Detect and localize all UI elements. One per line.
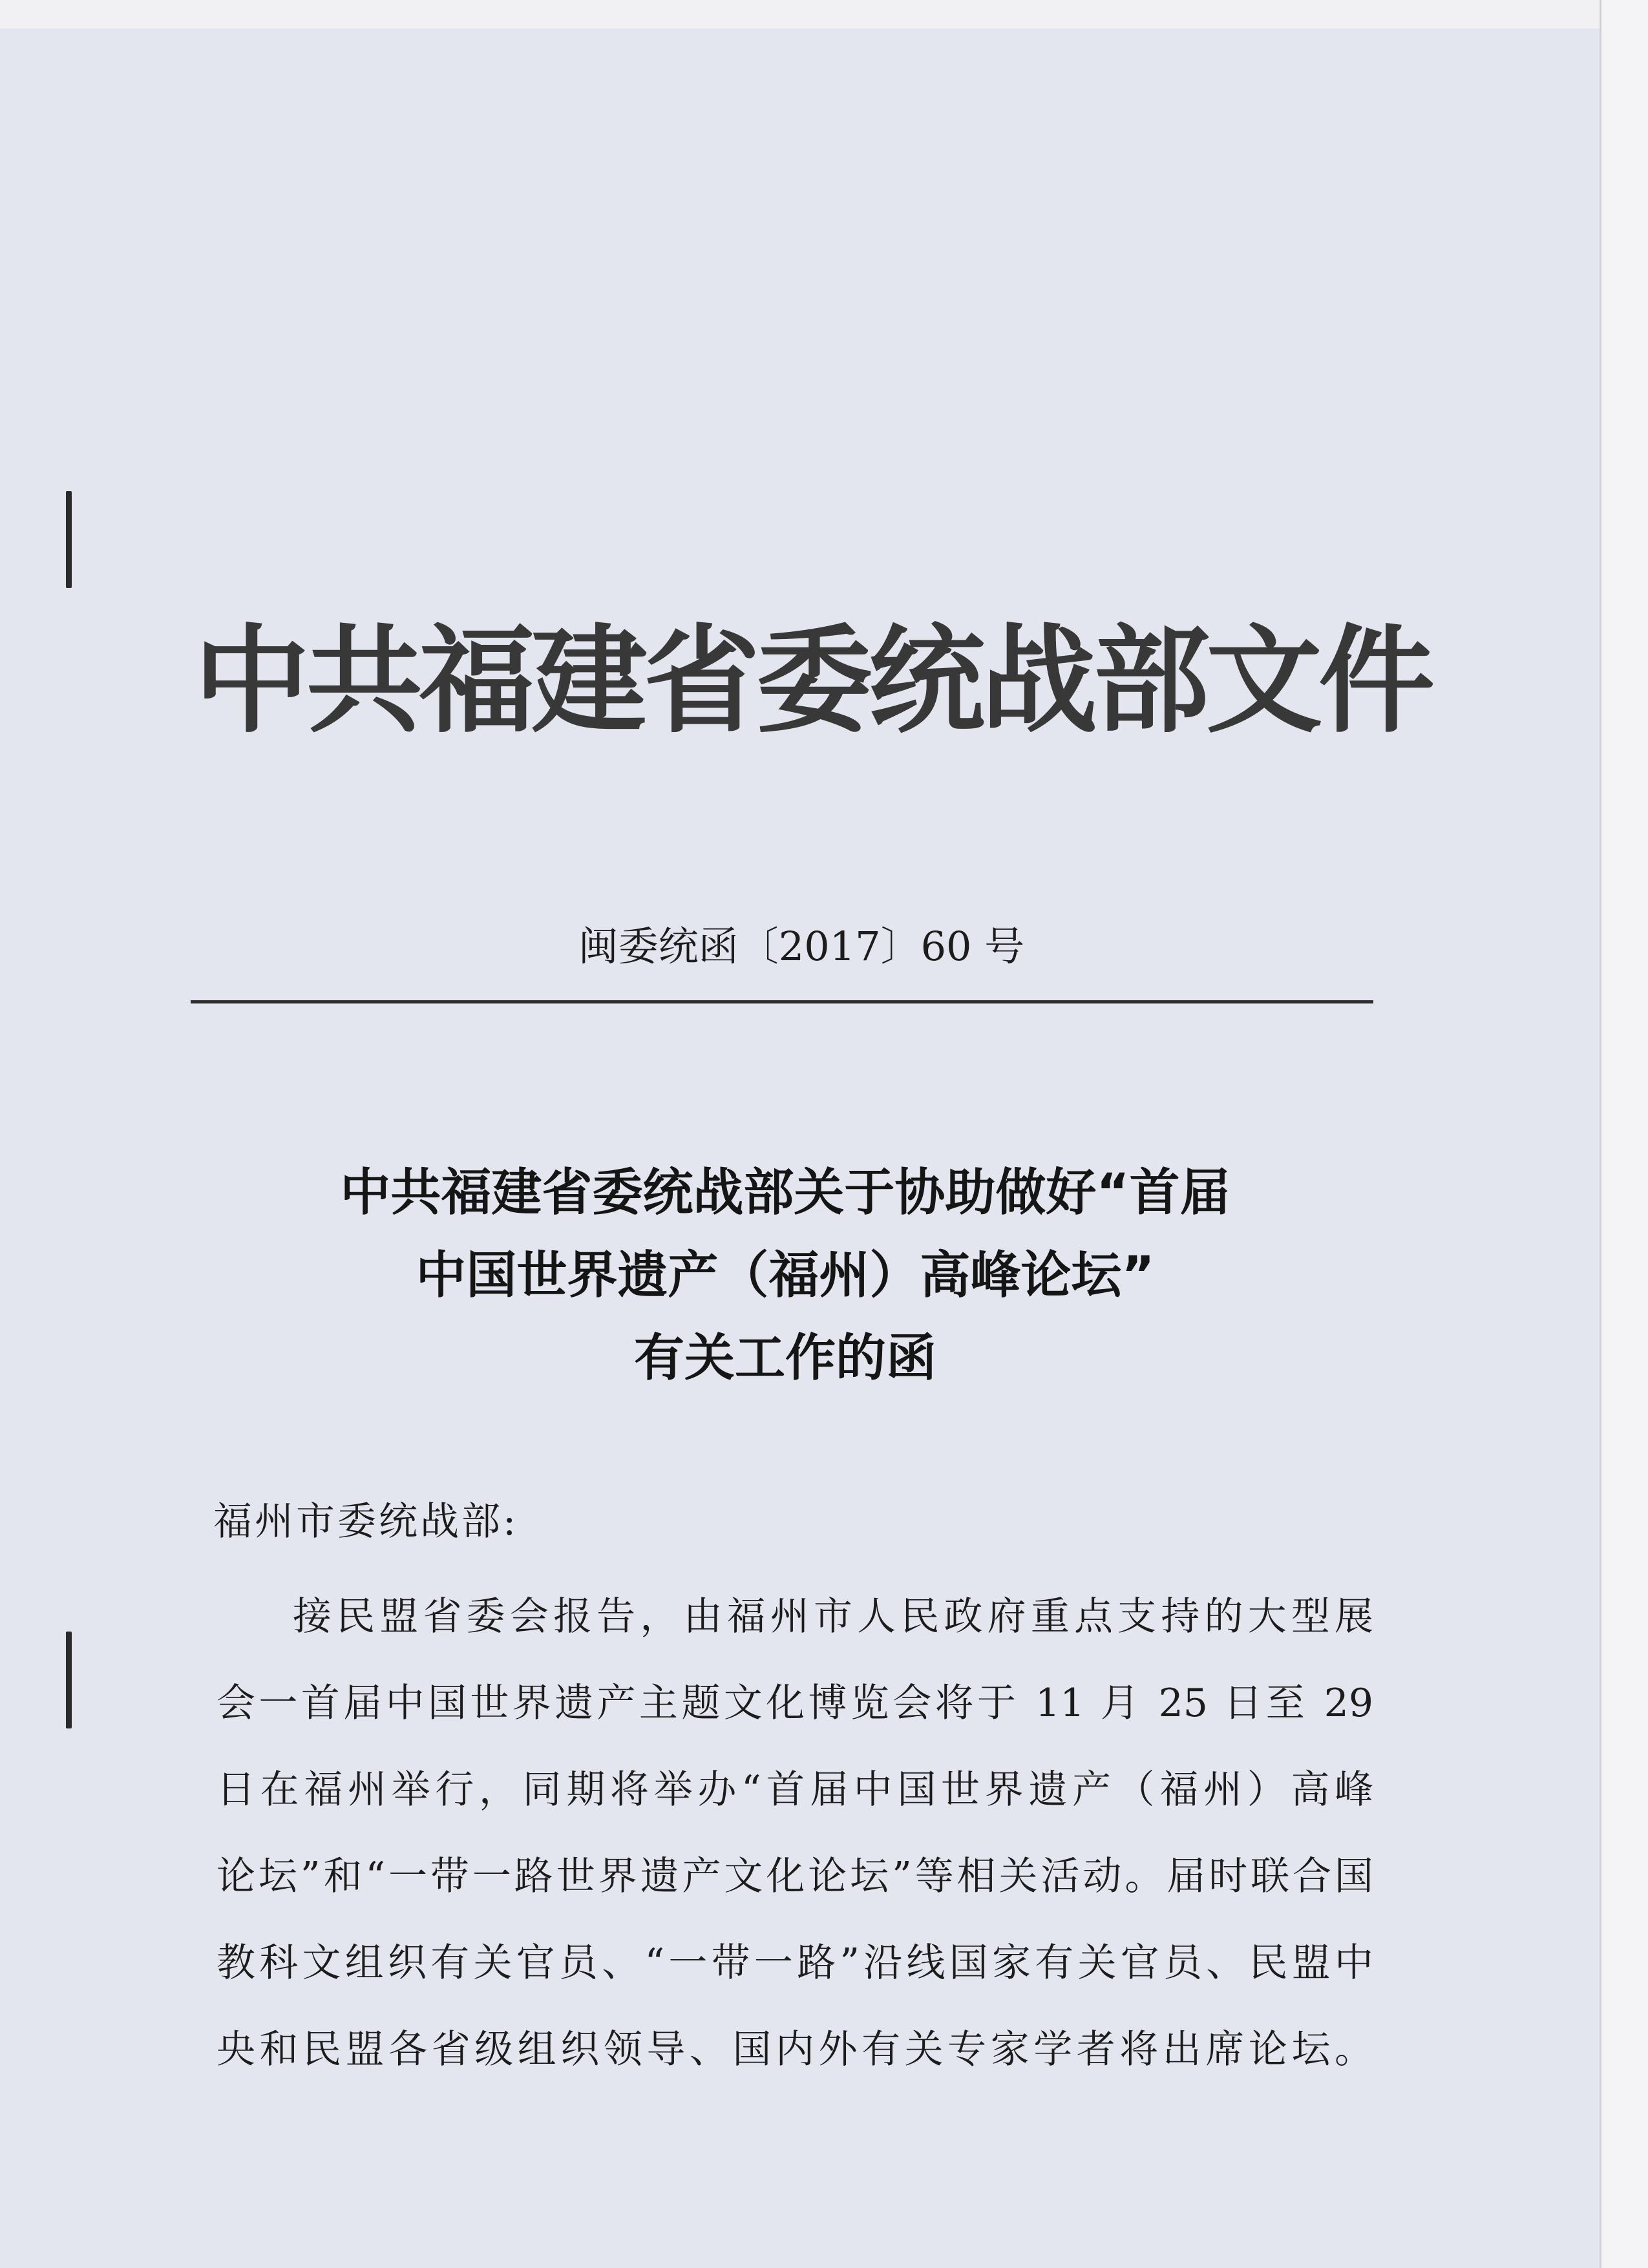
document-number: 闽委统函〔2017〕60 号: [578, 923, 1025, 970]
staple-top: [66, 491, 72, 588]
scan-right-margin: [1600, 0, 1648, 2268]
body-line: 论坛”和“一带一路世界遗产文化论坛”等相关活动。届时联合国: [217, 1854, 1373, 1899]
subject-line: 中共福建省委统战部关于协助做好“首届: [340, 1164, 1231, 1222]
subject-line: 中国世界遗产（福州）高峰论坛”: [416, 1246, 1155, 1305]
scan-top-margin: [0, 0, 1600, 28]
letter-subject: [181, 1151, 1389, 1400]
header-divider-rule: [191, 1000, 1373, 1003]
body-line: 央和民盟各省级组织领导、国内外有关专家学者将出席论坛。: [217, 2027, 1373, 2072]
document-header-title: 中共福建省委统战部文件: [194, 614, 1431, 749]
letter-body: [217, 1573, 1373, 2093]
staple-bottom: [66, 1632, 72, 1728]
body-line: 日在福州举行，同期将举办“首届中国世界遗产（福州）高峰: [217, 1767, 1373, 1812]
body-line: 教科文组织有关官员、“一带一路”沿线国家有关官员、民盟中: [217, 1940, 1373, 1986]
salutation: 福州市委统战部:: [213, 1499, 519, 1544]
body-line: 接民盟省委会报告，由福州市人民政府重点支持的大型展: [293, 1594, 1373, 1639]
body-line: 会一首届中国世界遗产主题文化博览会将于 11 月 25 日至 29: [217, 1681, 1373, 1726]
subject-line: 有关工作的函: [633, 1329, 936, 1387]
